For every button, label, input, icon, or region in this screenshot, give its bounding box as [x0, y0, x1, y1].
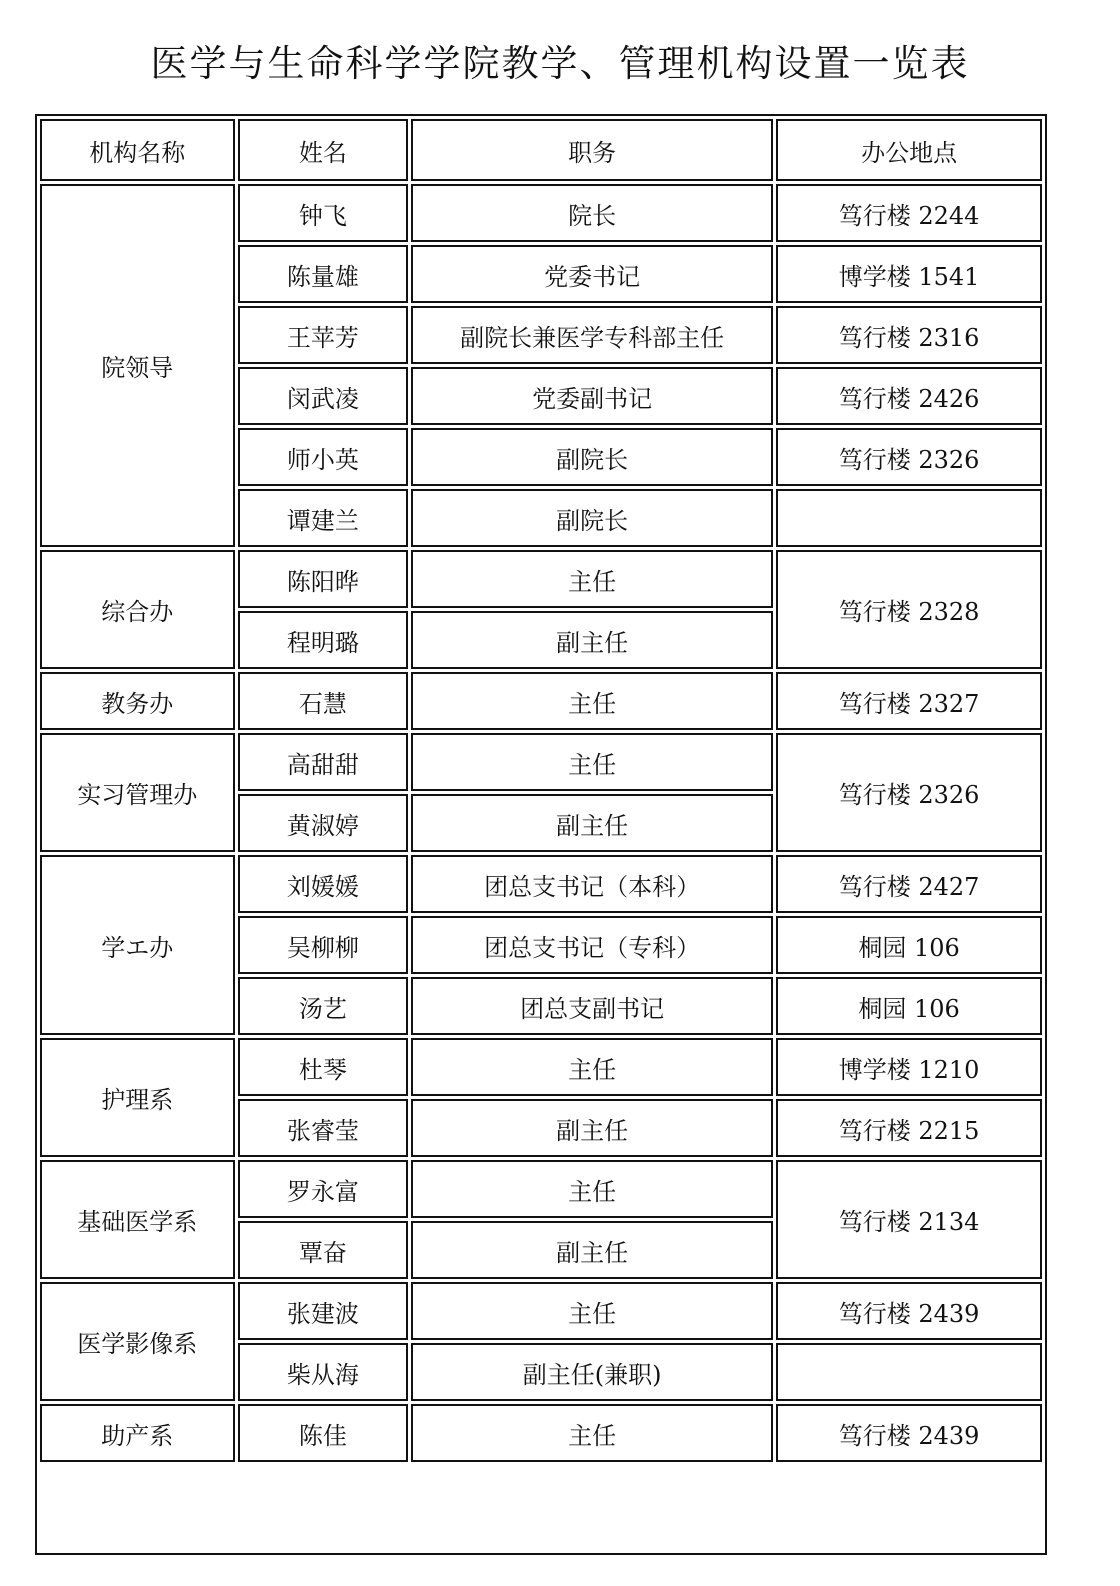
- person-name-cell: 陈量雄: [238, 245, 409, 303]
- table-row: [40, 184, 1042, 242]
- person-name-cell: 黄淑婷: [238, 794, 409, 852]
- position-cell: 团总支副书记: [411, 977, 773, 1035]
- department-cell: 护理系: [40, 1038, 235, 1157]
- office-cell: 桐园 106: [776, 916, 1042, 974]
- person-name-cell: 张建波: [238, 1282, 409, 1340]
- header-row: [40, 119, 1042, 181]
- position-cell: 主任: [411, 1404, 773, 1462]
- department-cell: 院领导: [40, 184, 235, 547]
- person-name-cell: 罗永富: [238, 1160, 409, 1218]
- office-cell: 笃行楼 2326: [776, 428, 1042, 486]
- person-name-cell: 高甜甜: [238, 733, 409, 791]
- table-row: [40, 1038, 1042, 1096]
- position-cell: 副院长兼医学专科部主任: [411, 306, 773, 364]
- office-cell: 笃行楼 2244: [776, 184, 1042, 242]
- position-cell: 党委副书记: [411, 367, 773, 425]
- header-cell-name: 姓名: [238, 119, 409, 181]
- person-name-cell: 程明璐: [238, 611, 409, 669]
- organization-table: [37, 116, 1045, 1465]
- position-cell: 团总支书记（本科）: [411, 855, 773, 913]
- position-cell: 主任: [411, 672, 773, 730]
- person-name-cell: 杜琴: [238, 1038, 409, 1096]
- office-cell: 笃行楼 2439: [776, 1404, 1042, 1462]
- header-cell-department: 机构名称: [40, 119, 235, 181]
- person-name-cell: 张睿莹: [238, 1099, 409, 1157]
- office-cell: 笃行楼 2215: [776, 1099, 1042, 1157]
- table-row: [40, 672, 1042, 730]
- office-cell: 桐园 106: [776, 977, 1042, 1035]
- person-name-cell: 王苹芳: [238, 306, 409, 364]
- header-cell-position: 职务: [411, 119, 773, 181]
- department-cell: 教务办: [40, 672, 235, 730]
- person-name-cell: 覃奋: [238, 1221, 409, 1279]
- person-name-cell: 汤艺: [238, 977, 409, 1035]
- table-row: [40, 550, 1042, 608]
- position-cell: 院长: [411, 184, 773, 242]
- position-cell: 副主任: [411, 1221, 773, 1279]
- office-cell: 笃行楼 2316: [776, 306, 1042, 364]
- office-cell: 笃行楼 2328: [776, 550, 1042, 669]
- position-cell: 副院长: [411, 428, 773, 486]
- person-name-cell: 闵武凌: [238, 367, 409, 425]
- person-name-cell: 钟飞: [238, 184, 409, 242]
- department-cell: 助产系: [40, 1404, 235, 1462]
- position-cell: 主任: [411, 1160, 773, 1218]
- position-cell: 主任: [411, 733, 773, 791]
- person-name-cell: 陈阳晔: [238, 550, 409, 608]
- person-name-cell: 师小英: [238, 428, 409, 486]
- office-cell: [776, 1343, 1042, 1401]
- position-cell: 主任: [411, 550, 773, 608]
- office-cell: 笃行楼 2326: [776, 733, 1042, 852]
- office-cell: 博学楼 1210: [776, 1038, 1042, 1096]
- person-name-cell: 谭建兰: [238, 489, 409, 547]
- person-name-cell: 陈佳: [238, 1404, 409, 1462]
- position-cell: 副院长: [411, 489, 773, 547]
- office-cell: 博学楼 1541: [776, 245, 1042, 303]
- office-cell: [776, 489, 1042, 547]
- person-name-cell: 吴柳柳: [238, 916, 409, 974]
- table-row: [40, 1404, 1042, 1462]
- office-cell: 笃行楼 2327: [776, 672, 1042, 730]
- office-cell: 笃行楼 2427: [776, 855, 1042, 913]
- office-cell: 笃行楼 2439: [776, 1282, 1042, 1340]
- person-name-cell: 刘媛媛: [238, 855, 409, 913]
- position-cell: 副主任: [411, 794, 773, 852]
- position-cell: 党委书记: [411, 245, 773, 303]
- department-cell: 实习管理办: [40, 733, 235, 852]
- office-cell: 笃行楼 2426: [776, 367, 1042, 425]
- department-cell: 综合办: [40, 550, 235, 669]
- person-name-cell: 柴从海: [238, 1343, 409, 1401]
- position-cell: 主任: [411, 1282, 773, 1340]
- position-cell: 副主任: [411, 611, 773, 669]
- table-row: [40, 1282, 1042, 1340]
- table-row: [40, 733, 1042, 791]
- header-cell-office: 办公地点: [776, 119, 1042, 181]
- position-cell: 副主任: [411, 1099, 773, 1157]
- position-cell: 副主任(兼职): [411, 1343, 773, 1401]
- table-row: [40, 855, 1042, 913]
- page-title: 医学与生命科学学院教学、管理机构设置一览表: [150, 42, 970, 85]
- department-cell: 基础医学系: [40, 1160, 235, 1279]
- office-cell: 笃行楼 2134: [776, 1160, 1042, 1279]
- table-row: [40, 1160, 1042, 1218]
- position-cell: 团总支书记（专科）: [411, 916, 773, 974]
- department-cell: 学エ办: [40, 855, 235, 1035]
- position-cell: 主任: [411, 1038, 773, 1096]
- department-cell: 医学影像系: [40, 1282, 235, 1401]
- person-name-cell: 石慧: [238, 672, 409, 730]
